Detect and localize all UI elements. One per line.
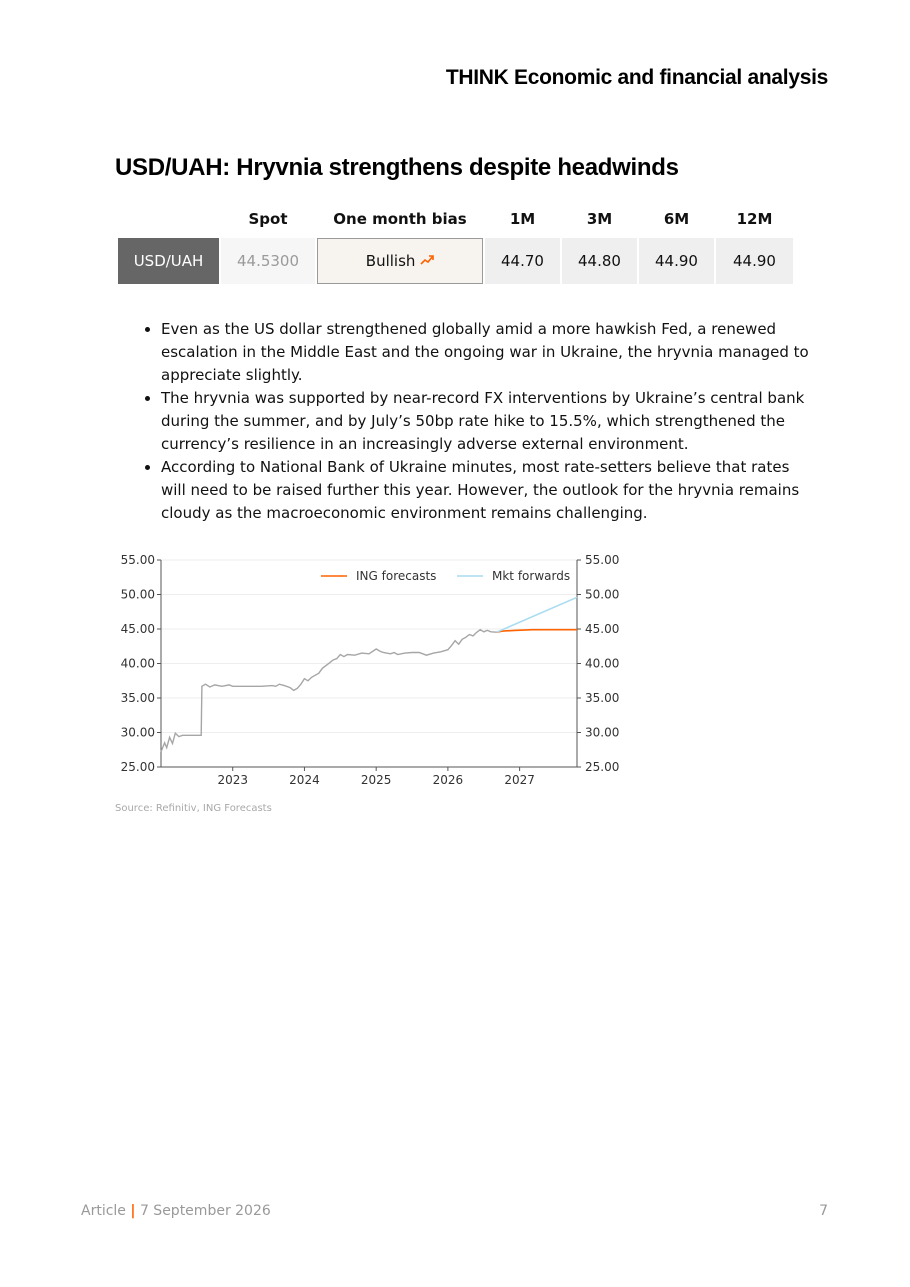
x-tick-label: 2025 <box>360 773 392 787</box>
forecast-6m-cell: 44.90 <box>639 238 714 284</box>
x-tick-label: 2023 <box>217 773 248 787</box>
usd-uah-line-chart <box>115 548 635 798</box>
bias-cell <box>317 238 483 284</box>
series-line-mkt-forwards <box>497 597 577 632</box>
y-tick-label-left: 40.00 <box>120 656 155 671</box>
y-tick-label-right: 25.00 <box>585 760 620 774</box>
y-tick-label-left: 30.00 <box>120 725 155 740</box>
bullet-item: • The hryvnia was supported by near-record FX interventions by Ukraine’s central bank during the summer, and by July’s 50bp rate hike to 15.5%, which strengthened the currency’s resilience in an increasingly adverse external environment. <box>161 387 811 456</box>
legend-label: Mkt forwards <box>492 569 571 583</box>
header-cell-12m: 12M <box>736 210 773 228</box>
bullet-list <box>141 318 811 525</box>
forecast-3m-cell: 44.80 <box>562 238 637 284</box>
header-title: THINK Economic and financial analysis <box>445 66 828 89</box>
x-tick-label: 2024 <box>289 773 320 787</box>
header-cell-6m: 6M <box>663 210 690 228</box>
x-tick-label: 2027 <box>504 773 535 787</box>
header-cell-pair <box>118 200 219 238</box>
y-tick-label-right: 55.00 <box>585 553 620 567</box>
table-row <box>118 238 793 284</box>
footer-article-date <box>81 1203 271 1219</box>
footer-label: Article <box>81 1203 126 1219</box>
footer-separator: | <box>130 1203 136 1219</box>
bias-label: Bullish <box>365 251 416 270</box>
y-tick-label-right: 30.00 <box>585 725 620 740</box>
spot-cell: 44.5300 <box>221 238 315 284</box>
forecast-12m-cell: 44.90 <box>716 238 793 284</box>
series-line-historical <box>161 630 497 752</box>
header-cell-bias: One month bias <box>333 210 467 228</box>
bullet-item: • Even as the US dollar strengthened globally amid a more hawkish Fed, a renewed escalation in the Middle East and the ongoing war in Ukraine, the hryvnia managed to appreciate slightly. <box>161 318 811 387</box>
pair-cell: USD/UAH <box>118 238 219 284</box>
y-tick-label-right: 40.00 <box>585 656 620 671</box>
header-cell-spot: Spot <box>248 210 288 228</box>
y-tick-label-left: 45.00 <box>120 622 155 636</box>
series-line-ing-forecasts <box>497 630 577 633</box>
trend-up-arrow-icon <box>420 252 434 270</box>
y-tick-label-left: 35.00 <box>120 691 155 705</box>
page-title: USD/UAH: Hryvnia strengthens despite headwinds <box>115 154 679 181</box>
fx-forecast-table <box>116 200 795 284</box>
y-tick-label-right: 50.00 <box>585 587 620 602</box>
table-header-row <box>118 200 793 238</box>
legend-label: ING forecasts <box>356 569 437 583</box>
y-tick-label-right: 45.00 <box>585 622 620 636</box>
header-cell-1m: 1M <box>509 210 536 228</box>
x-tick-label: 2026 <box>432 773 464 787</box>
y-tick-label-left: 25.00 <box>120 760 155 774</box>
y-tick-label-right: 35.00 <box>585 691 620 705</box>
header-cell-3m: 3M <box>586 210 613 228</box>
source-note: Source: Refinitiv, ING Forecasts <box>115 803 272 814</box>
footer-date: 7 September 2026 <box>139 1203 271 1219</box>
bullet-item: • According to National Bank of Ukraine minutes, most rate-setters believe that rates will need to be raised further this year. However, the outlook for the hryvnia remains cloudy as the macroeconomic environment remains challenging. <box>161 456 811 525</box>
y-tick-label-left: 55.00 <box>120 553 155 567</box>
y-tick-label-left: 50.00 <box>120 587 155 602</box>
page-number: 7 <box>819 1203 828 1219</box>
forecast-1m-cell: 44.70 <box>485 238 560 284</box>
